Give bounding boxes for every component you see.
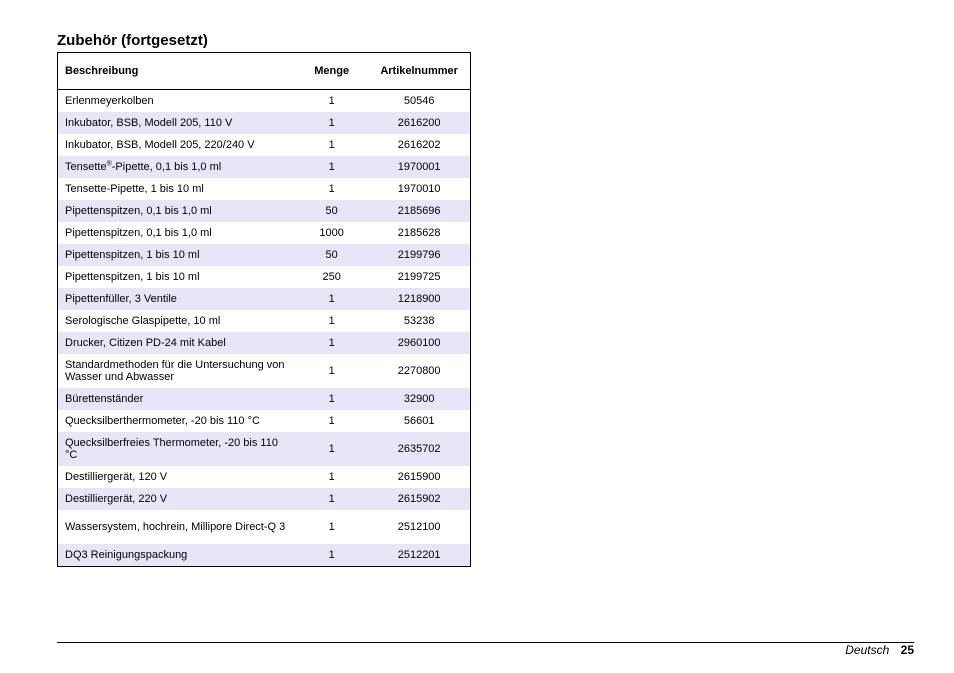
table-row [58, 544, 471, 567]
row-article-number: 56601 [403, 415, 435, 427]
row-article-number: 32900 [368, 388, 470, 410]
row-description: Standardmethoden für die Untersuchung von Wasser und Abwasser [65, 359, 285, 383]
row-quantity: 1 [328, 471, 335, 483]
row-quantity: 1 [328, 521, 335, 533]
row-article-number: 2616202 [397, 139, 441, 151]
table-row [58, 432, 471, 466]
page-title: Zubehör (fortgesetzt) [57, 32, 208, 49]
footer-language: Deutsch [845, 643, 890, 657]
row-description: Destilliergerät, 120 V [65, 471, 168, 483]
page-footer [845, 643, 914, 657]
row-description: Pipettenspitzen, 0,1 bis 1,0 ml [65, 227, 212, 239]
row-quantity: 50 [295, 200, 368, 222]
table-row [58, 310, 471, 332]
row-description: Pipettenspitzen, 1 bis 10 ml [65, 271, 200, 283]
row-quantity: 1 [295, 112, 368, 134]
row-quantity: 1 [328, 415, 335, 427]
row-article-number: 2199796 [368, 244, 470, 266]
row-quantity: 1 [295, 488, 368, 510]
table-row [58, 410, 471, 432]
row-description: Pipettenfüller, 3 Ventile [58, 288, 296, 310]
table-row [58, 332, 471, 354]
row-quantity: 1 [295, 332, 368, 354]
row-quantity: 1 [328, 95, 335, 107]
row-description: DQ3 Reinigungspackung [58, 544, 296, 567]
row-quantity: 1 [295, 544, 368, 567]
row-article-number: 2615900 [397, 471, 441, 483]
row-article-number: 2616200 [368, 112, 470, 134]
row-description: Destilliergerät, 220 V [58, 488, 296, 510]
table-row [58, 244, 471, 266]
row-description: Wassersystem, hochrein, Millipore Direct-Q 3 [65, 521, 286, 533]
table-row [58, 112, 471, 134]
row-article-number: 1970001 [368, 156, 470, 178]
row-description: Quecksilberfreies Thermometer, -20 bis 110 °C [58, 432, 296, 466]
row-article-number: 2635702 [368, 432, 470, 466]
table-row [58, 266, 471, 288]
footer-divider [57, 642, 914, 643]
row-description: Pipettenspitzen, 0,1 bis 1,0 ml [58, 200, 296, 222]
table-row [58, 510, 471, 544]
row-article-number: 1970010 [397, 183, 441, 195]
table-row [58, 466, 471, 488]
row-quantity: 1 [295, 156, 368, 178]
table-header-row [58, 53, 471, 90]
row-article-number: 2199725 [397, 271, 441, 283]
row-quantity: 1 [328, 139, 335, 151]
table-row [58, 134, 471, 156]
table-row [58, 488, 471, 510]
row-article-number: 2270800 [397, 365, 441, 377]
row-description: Erlenmeyerkolben [65, 95, 154, 107]
header-article-number: Artikelnummer [368, 53, 470, 90]
row-article-number: 2512201 [368, 544, 470, 567]
table-row [58, 388, 471, 410]
row-description: Inkubator, BSB, Modell 205, 220/240 V [65, 139, 255, 151]
row-quantity: 1 [328, 365, 335, 377]
table-row [58, 90, 471, 113]
table-row [58, 156, 471, 178]
row-quantity: 1 [295, 432, 368, 466]
row-description: Bürettenständer [58, 388, 296, 410]
row-description: Drucker, Citizen PD-24 mit Kabel [58, 332, 296, 354]
row-quantity: 250 [322, 271, 341, 283]
row-description: Quecksilberthermometer, -20 bis 110 °C [65, 415, 260, 427]
table-row [58, 200, 471, 222]
table-row [58, 288, 471, 310]
row-quantity: 1 [328, 183, 335, 195]
row-quantity: 1 [328, 315, 335, 327]
table-row [58, 178, 471, 200]
page-number: 25 [900, 643, 914, 657]
header-description: Beschreibung [58, 53, 296, 90]
row-article-number: 1218900 [368, 288, 470, 310]
row-article-number: 2615902 [368, 488, 470, 510]
row-quantity: 50 [295, 244, 368, 266]
row-description: Inkubator, BSB, Modell 205, 110 V [58, 112, 296, 134]
row-description: Serologische Glaspipette, 10 ml [65, 315, 221, 327]
table-row [58, 222, 471, 244]
row-description: Pipettenspitzen, 1 bis 10 ml [58, 244, 296, 266]
row-quantity: 1 [295, 388, 368, 410]
row-article-number: 2185628 [397, 227, 441, 239]
row-quantity: 1 [295, 288, 368, 310]
row-article-number: 53238 [403, 315, 435, 327]
row-article-number: 50546 [403, 95, 435, 107]
row-quantity: 1000 [319, 227, 344, 239]
row-article-number: 2512100 [397, 521, 441, 533]
row-description: Tensette®-Pipette, 0,1 bis 1,0 ml [58, 156, 296, 178]
accessories-table [57, 52, 471, 567]
header-quantity: Menge [295, 53, 368, 90]
row-article-number: 2960100 [368, 332, 470, 354]
row-article-number: 2185696 [368, 200, 470, 222]
table-row [58, 354, 471, 388]
row-description: Tensette-Pipette, 1 bis 10 ml [65, 183, 204, 195]
